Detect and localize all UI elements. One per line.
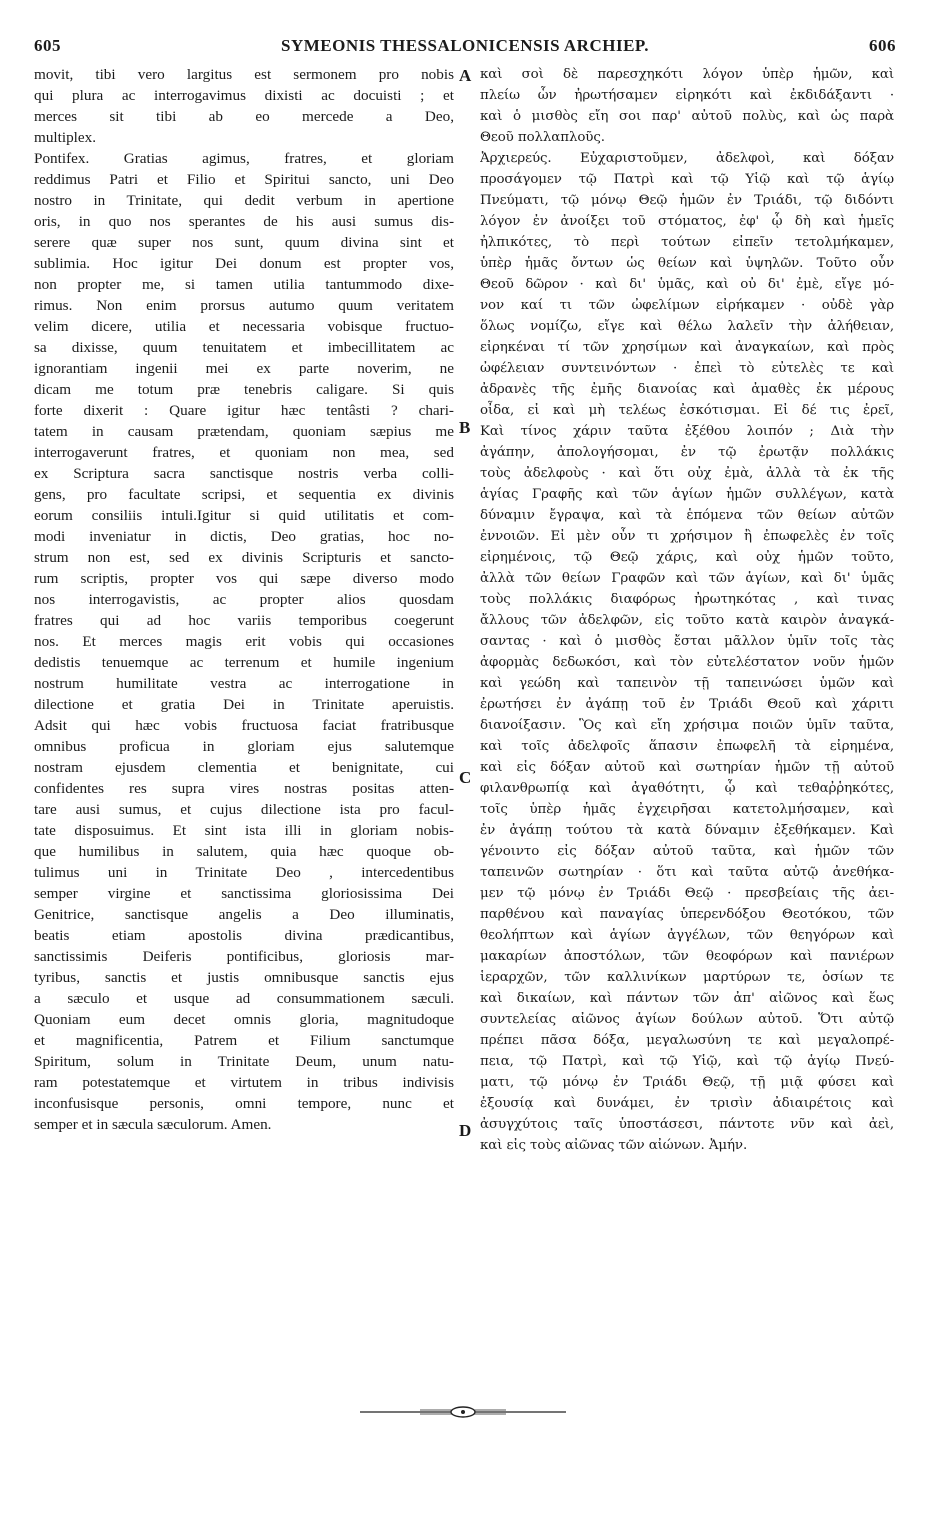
section-marker-a: A (459, 66, 472, 85)
latin-text-line: rum scriptis, propter vos qui sæpe diverso modo (34, 570, 454, 587)
latin-text-line: nostrum humilitate vestra ac interrogatione in (34, 675, 454, 692)
latin-text-line: non propter me, si tamen utilia tantummodo dixe- (34, 276, 454, 293)
latin-text-line: interrogaverunt fratres, et quoniam non mea, sed (34, 444, 454, 461)
greek-text-line: πλείω ὧν ἠρωτήσαμεν εἰρηκότι καὶ ἐκδιδάξαντι · (480, 88, 894, 103)
greek-text-line: ἀσυγχύτοις ταῖς ὑποστάσεσι, πάντοτε νῦν καὶ ἀεὶ, (480, 1117, 894, 1132)
latin-text-line: eorum consiliis intuli.Igitur si quid utilitatis et com- (34, 507, 454, 524)
greek-text-line: εἰρηκέναι τί τῶν χρησίμων καὶ ἀναγκαίων, καὶ πρὸς (480, 340, 894, 355)
latin-text-line: nostro in Trinitate, qui dedit verbum in apertione (34, 192, 454, 209)
latin-text-line: multiplex. (34, 129, 97, 146)
greek-text-line: προσάγομεν τῷ Πατρὶ καὶ τῷ Υἱῷ καὶ τῷ ἁγίῳ (480, 172, 894, 187)
latin-text-line: rimus. Non enim prorsus autumo quum veritatem (34, 297, 454, 314)
greek-text-line: πεια, τῷ Πατρὶ, καὶ τῷ Υἱῷ, καὶ τῷ ἁγίῳ Πνεύ- (480, 1054, 894, 1069)
latin-text-line: reddimus Patri et Filio et Spiritui sancto, uni Deo (34, 171, 454, 188)
latin-text-line: dedistis tenuemque ac terrenum et humile ingenium (34, 654, 454, 671)
greek-text-line: Ἀρχιερεύς. Εὐχαριστοῦμεν, ἀδελφοὶ, καὶ δόξαν (480, 151, 894, 166)
greek-text-line: φιλανθρωπίᾳ καὶ ἀγαθότητι, ᾧ καὶ τεθαῤῥηκότες, (480, 781, 894, 796)
greek-text-line: ἀλλὰ τῶν θείων Γραφῶν καὶ τῶν ἁγίων, καὶ δι' ὑμᾶς (480, 571, 894, 586)
latin-text-line: Genitrice, sanctisque angelis a Deo illuminatis, (34, 906, 454, 923)
latin-text-line: Adsit qui hæc vobis fructuosa faciat fratribusque (34, 717, 454, 734)
greek-text-line: τοὺς πολλάκις διαφόρως ἠρωτηκότας , καὶ τινας (480, 592, 894, 607)
latin-text-line: omnibus proficua in gloriam ejus salutemque (34, 738, 454, 755)
greek-text-line: καὶ εἰς τοὺς αἰῶνας τῶν αἰώνων. Ἀμήν. (480, 1138, 748, 1153)
section-marker-c: C (459, 768, 472, 787)
greek-text-line: εἰρημένοις, τῷ Θεῷ χάρις, καὶ οὐχ ἡμῶν τοῦτο, (480, 550, 894, 565)
greek-text-line: ἀφορμὰς δεδωκόσι, καὶ τὸν εὐτελέστατον νοῦν ἡμῶν (480, 655, 894, 670)
latin-text-line: Spiritum, solum in Trinitate Deum, unum natu- (34, 1053, 454, 1070)
latin-text-line: Quoniam eum decet omnis gloria, magnitudoque (34, 1011, 454, 1028)
running-header (34, 36, 896, 62)
greek-text-line: ὑπὲρ ἡμᾶς ὄντων ὡς θείων καὶ ὑψηλῶν. Τοῦτο οὖν (480, 256, 894, 271)
greek-text-line: ἐννοιῶν. Εἰ μὲν οὖν τι χρήσιμον ἢ ἐπωφελὲς ἐν τοῖς (480, 529, 894, 544)
latin-text-line: dilectione et gratia Dei in Trinitate aperuistis. (34, 696, 454, 713)
latin-text-line: merces sit tibi ab eo mercede a Deo, (34, 108, 454, 125)
greek-text-line: ἀγάπην, ἀπολογήσομαι, ἐν τῷ ἐρωτᾷν πολλάκις (480, 445, 894, 460)
latin-text-line: que humilibus in salutem, quia hæc quoque ob- (34, 843, 454, 860)
greek-text-line: νον καί τι τῶν ὠφελίμων εἰρήκαμεν · οὐδὲ γὰρ (480, 298, 894, 313)
running-title: SYMEONIS THESSALONICENSIS ARCHIEP. (281, 36, 649, 55)
greek-text-line: καὶ σοὶ δὲ παρεσχηκότι λόγον ὑπὲρ ἡμῶν, καὶ (480, 67, 894, 82)
greek-text-line: ἐξουσίᾳ καὶ δυνάμει, ἐν τρισὶν ἀδιαιρέτοις καὶ (480, 1096, 894, 1111)
greek-text-line: ἐν ἀγάπῃ τούτου τὰ κατὰ δύναμιν ἐξεθήκαμεν. Καὶ (480, 823, 894, 838)
greek-text-line: Θεοῦ πολλαπλοῦς. (480, 130, 605, 145)
latin-text-line: Pontifex. Gratias agimus, fratres, et gloriam (34, 150, 454, 167)
greek-text-line: δύναμιν ἔγραψα, καὶ τὰ ἑπόμενα τῶν θείων αὐτῶν (480, 508, 894, 523)
latin-text-line: tare ausi sumus, et cujus dilectione ista pro facul- (34, 801, 454, 818)
page-number-right: 606 (869, 36, 896, 55)
latin-text-line: serere quæ super nos sunt, quum divina sint et (34, 234, 454, 251)
latin-text-line: forte dixerit : Quare igitur hæc tentâsti ? chari- (34, 402, 454, 419)
greek-text-line: ἀδρανὲς τῆς ἐμῆς διανοίας καὶ ἀμαθὲς ἐκ μέρους (480, 382, 894, 397)
latin-text-line: ex Scriptura sacra sanctisque nostris verba colli- (34, 465, 454, 482)
greek-text-line: καὶ εἰς δόξαν αὐτοῦ καὶ σωτηρίαν ἡμῶν τῇ αὐτοῦ (480, 760, 894, 775)
greek-text-line: καὶ ὁ μισθὸς εἴη σοι παρ' αὐτοῦ πολὺς, καὶ ὡς παρὰ (480, 109, 894, 124)
latin-text-line: velim dicere, utilia et necessaria vobisque fructuo- (34, 318, 454, 335)
greek-text-line: θεολήπτων καὶ ἁγίων ἀγγέλων, τῶν θεηγόρων καὶ (480, 928, 894, 943)
greek-text-line: Θεοῦ δῶρον · καὶ δι' ὑμᾶς, καὶ οὐ δι' ἐμὲ, εἴγε μό- (480, 277, 894, 292)
greek-text-line: Καὶ τίνος χάριν ταῦτα ἐξέθου λοιπόν ; Διὰ τὴν (480, 424, 894, 439)
latin-text-line: a sæculo et usque ad consummationem sæculi. (34, 990, 454, 1007)
greek-text-line: σαντας · καὶ ὁ μισθὸς ἔσται μᾶλλον ὑμῖν τοῖς τὰς (480, 634, 894, 649)
latin-text-line: nos interrogavistis, ac propter alios quosdam (34, 591, 454, 608)
latin-text-line: beatis etiam apostolis divina prædicantibus, (34, 927, 454, 944)
latin-text-line: sublimia. Hoc igitur Dei donum est propter vos, (34, 255, 454, 272)
latin-text-line: inconfusisque personis, omni tempore, nunc et (34, 1095, 454, 1112)
greek-text-line: ἠλπικότες, τὸ περὶ τούτων εἰπεῖν τετολμήκαμεν, (480, 235, 894, 250)
latin-text-line: semper virgine et sanctissima gloriosissima Dei (34, 885, 454, 902)
latin-text-line: ignorantiam ingenii mei ex parte noverim, ne (34, 360, 454, 377)
latin-text-line: ram potestatemque et virtutem in tribus indivisis (34, 1074, 454, 1091)
latin-text-line: et magnificentia, Patrem et Filium sanctumque (34, 1032, 454, 1049)
greek-text-line: διανοίξασιν. Ὃς καὶ εἴη χρήσιμα ποιῶν ὑμῖν ταῦτα, (480, 718, 894, 733)
greek-text-line: γένοιντο εἰς δόξαν αὐτοῦ ταῦτα, καὶ ἡμῶν τῶν (480, 844, 894, 859)
greek-text-line: συντελείας αἰῶνος ἁγίων δούλων αὐτοῦ. Ὅτι αὐτῷ (480, 1012, 894, 1027)
latin-text-line: sanctissimis Deiferis pontificibus, gloriosis mar- (34, 948, 454, 965)
latin-text-line: nos. Et merces magis erit vobis qui occasiones (34, 633, 454, 650)
latin-text-line: dicam me totum præ tenebris caligare. Si quis (34, 381, 454, 398)
greek-text-line: τοὺς ἀδελφοὺς · καὶ ὅτι οὐχ ἐμὰ, ἀλλὰ τὰ ἐκ τῆς (480, 466, 894, 481)
section-marker-d: D (459, 1121, 472, 1140)
latin-column (34, 64, 454, 1135)
greek-text-line: οἶδα, εἰ καὶ μὴ τελέως ἐσκότισμαι. Εἰ δέ τις ἐρεῖ, (480, 403, 894, 418)
greek-text-line: ὅλως νομίζω, εἴγε καὶ θέλω λαλεῖν τὴν ἀλήθειαν, (480, 319, 894, 334)
greek-text-line: ἄλλους τῶν ἀδελφῶν, εἰς τοῦτο κατὰ καιρὸν ἀναγκά- (480, 613, 894, 628)
page-number-left: 605 (34, 36, 61, 55)
greek-text-line: καὶ γεώδη καὶ ταπεινὸν τῇ ταπεινώσει ὑμῶν καὶ (480, 676, 894, 691)
greek-text-line: λόγον ἐν ἀνοίξει τοῦ στόματος, ἐφ' ᾧ δὴ καὶ ἡμεῖς (480, 214, 894, 229)
latin-text-line: movit, tibi vero largitus est sermonem pro nobis (34, 66, 454, 83)
greek-text-line: ματι, τῷ μόνῳ ἐν Τριάδι Θεῷ, τῇ μιᾷ φύσει καὶ (480, 1075, 894, 1090)
greek-column (480, 64, 894, 1156)
latin-text-line: qui plura ac interrogavimus dixisti ac docuisti ; et (34, 87, 454, 104)
greek-text-line: καὶ τοῖς ἀδελφοῖς ἅπασιν ἐπωφελῆ τὰ εἰρημένα, (480, 739, 894, 754)
latin-text-line: sa dixisse, quum tenuitatem et imbecillitatem ac (34, 339, 454, 356)
latin-text-line: confidentes res supra vires nostras positas atten- (34, 780, 454, 797)
greek-text-line: πρέπει πᾶσα δόξα, μεγαλωσύνη τε καὶ μεγαλοπρέ- (480, 1033, 894, 1048)
greek-text-line: παρθένου καὶ παναγίας ὑπερενδόξου Θεοτόκου, τῶν (480, 907, 894, 922)
greek-text-line: ὠφέλειαν συντεινόντων · ἐπεὶ τὸ εὐτελὲς τε καὶ (480, 361, 894, 376)
latin-text-line: tate disposuimus. Et sint ista illi in gloriam nobis- (34, 822, 454, 839)
greek-text-line: ἱεραρχῶν, τῶν καλλινίκων μαρτύρων τε, ὁσίων τε (480, 970, 894, 985)
latin-text-line: modi inveniatur in dictis, Deo gratias, hoc no- (34, 528, 454, 545)
latin-text-line: tyribus, sanctis et justis omnibusque sanctis ejus (34, 969, 454, 986)
greek-text-line: ἁγίας Γραφῆς καὶ τῶν ἁγίων ἡμῶν συλλέγων, κατὰ (480, 487, 894, 502)
greek-text-line: Πνεύματι, τῷ μόνῳ Θεῷ ἡμῶν ἐν Τριάδι, τῷ διδόντι (480, 193, 894, 208)
greek-text-line: ταπεινῶν σωτηρίαν · ὅτι καὶ ταῦτα αὐτῷ ἀνεθήκα- (480, 865, 894, 880)
latin-text-line: fratres qui ad hoc variis temporibus coegerunt (34, 612, 454, 629)
greek-text-line: μεν τῷ μόνῳ ἐν Τριάδι Θεῷ · πρεσβείαις τῆς ἀει- (480, 886, 894, 901)
greek-text-line: ἐρωτήσει ἐν ἀγάπῃ τοῦ ἐν Τριάδι Θεοῦ καὶ χάριτι (480, 697, 894, 712)
section-marker-b: B (459, 418, 471, 437)
latin-text-line: gens, pro facultate scripsi, et sequentia ex divinis (34, 486, 454, 503)
greek-text-line: καὶ δικαίων, καὶ πάντων τῶν ἀπ' αἰῶνος καὶ ἕως (480, 991, 894, 1006)
latin-text-line: nostram ejusdem clementia et benignitate, cui (34, 759, 454, 776)
latin-text-line: strum non est, sed ex divinis Scripturis et sancto- (34, 549, 454, 566)
latin-text-line: tatem in causam prætendam, quoniam sæpius me (34, 423, 454, 440)
latin-text-line: semper et in sæcula sæculorum. Amen. (34, 1116, 272, 1133)
latin-text-line: oris, in quo nos sperantes de his ausi sumus dis- (34, 213, 454, 230)
end-ornament (360, 1405, 566, 1419)
greek-text-line: μακαρίων ἀποστόλων, τῶν θεοφόρων καὶ πανιέρων (480, 949, 894, 964)
latin-text-line: tulimus uni in Trinitate Deo , intercedentibus (34, 864, 454, 881)
greek-text-line: τοῖς ὑπὲρ ἡμᾶς ἐγχειρῆσαι κατετολμήσαμεν, καὶ (480, 802, 894, 817)
